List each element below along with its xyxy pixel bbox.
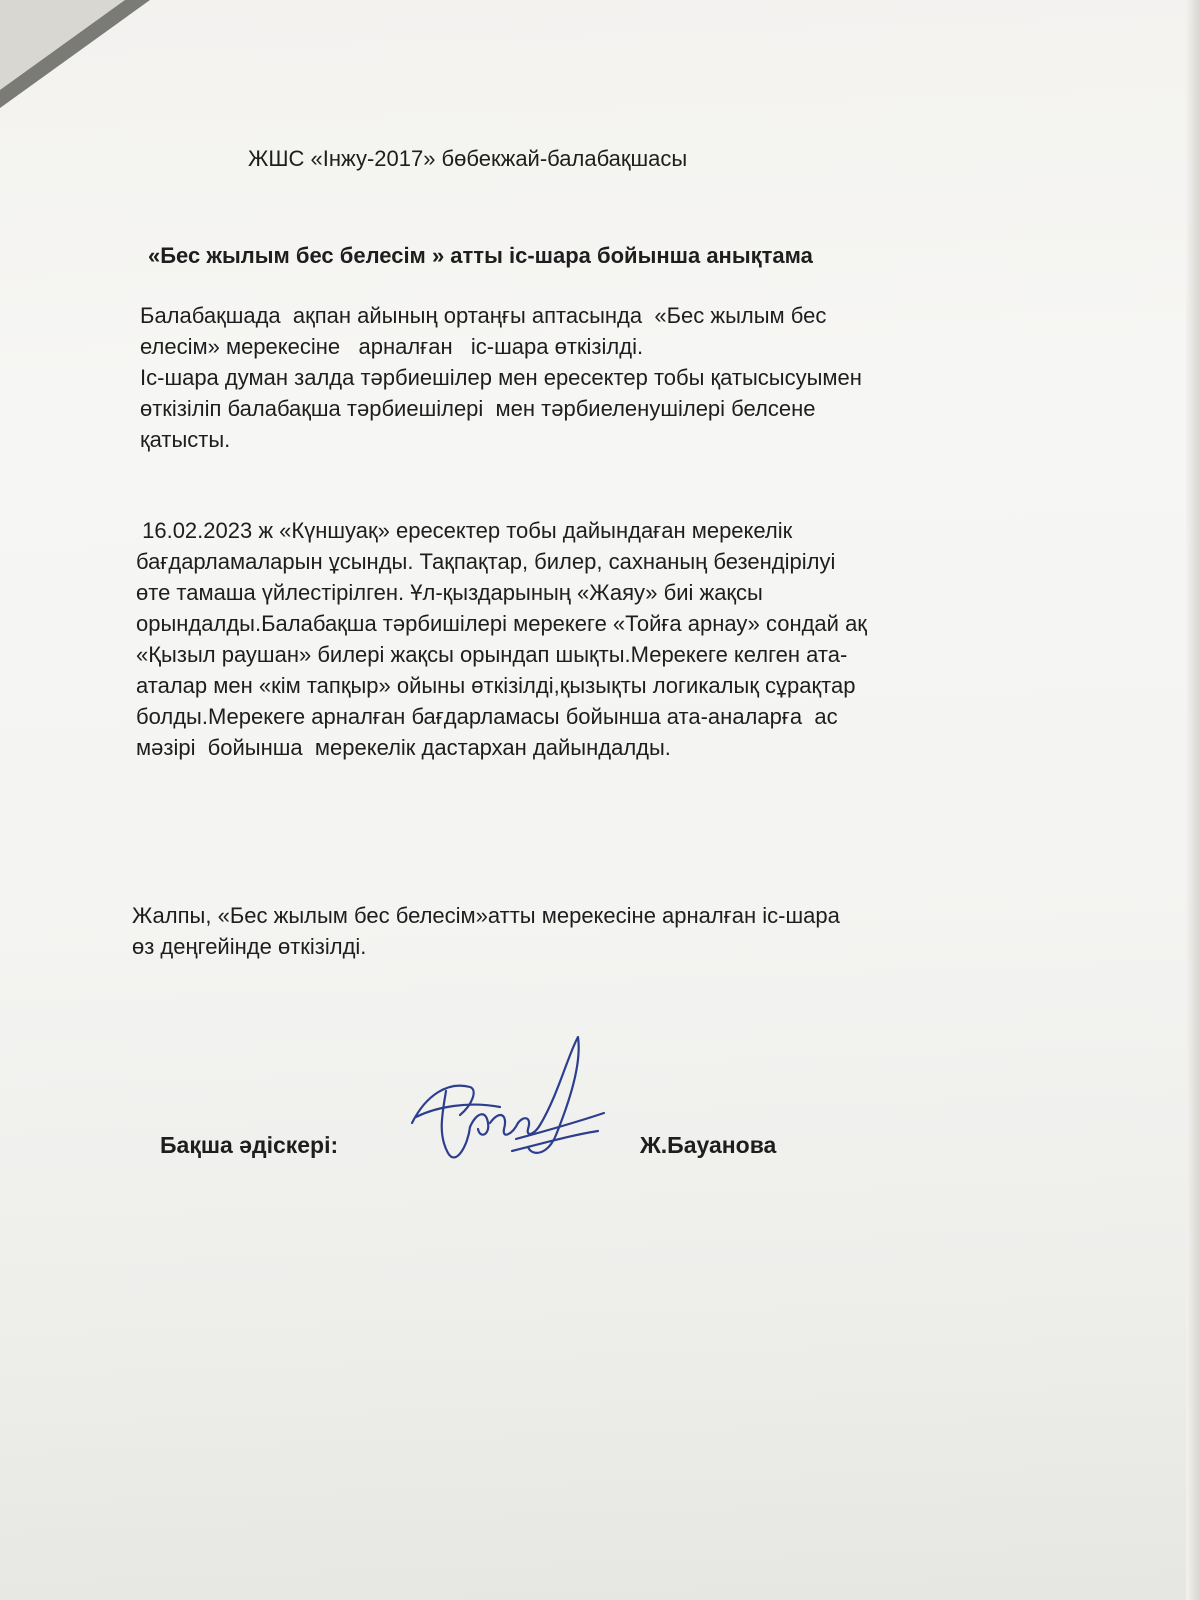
paragraph-conclusion (132, 900, 840, 962)
paragraph-line: өткізіліп балабақша тәрбиешілері мен тәрбиеленушілері белсене (140, 396, 816, 421)
paragraph-line: Балабақшада ақпан айының ортаңғы аптасында «Бес жылым бес (140, 303, 827, 328)
handwritten-signature (408, 1035, 618, 1185)
page-edge (1186, 0, 1200, 1600)
paragraph-intro (140, 300, 862, 455)
paragraph-line: өте тамаша үйлестірілген. Ұл-қыздарының «Жаяу» биі жақсы (136, 580, 763, 605)
signatory-name: Ж.Бауанова (640, 1132, 777, 1158)
paragraph-line: 16.02.2023 ж «Күншуақ» ересектер тобы дайындаған мерекелік (136, 518, 793, 543)
document-title: «Бес жылым бес белесім » атты іс-шара бойынша анықтама (148, 243, 813, 268)
paragraph-line: Жалпы, «Бес жылым бес белесім»атты мерекесіне арналған іс-шара (132, 903, 840, 928)
paragraph-line: өз деңгейінде өткізілді. (132, 934, 367, 959)
paragraph-line: аталар мен «кім тапқыр» ойыны өткізілді,қызықты логикалық сұрақтар (136, 673, 856, 698)
paragraph-line: Іс-шара думан залда тәрбиешілер мен ересектер тобы қатысысуымен (140, 365, 862, 390)
paragraph-line: «Қызыл раушан» билері жақсы орындап шықты.Мерекеге келген ата- (136, 642, 848, 667)
paragraph-line: болды.Мерекеге арналған бағдарламасы бойынша ата-аналарға ас (136, 704, 838, 729)
paragraph-line: орындалды.Балабақша тәрбишілері мерекеге «Тойға арнау» сондай ақ (136, 611, 867, 636)
organization-name: ЖШС «Інжу-2017» бөбекжай-балабақшасы (248, 146, 688, 171)
paragraph-line: қатысты. (140, 427, 231, 452)
paragraph-details (136, 515, 867, 763)
signature-label: Бақша әдіскері: (160, 1132, 339, 1158)
paragraph-line: мәзірі бойынша мерекелік дастархан дайындалды. (136, 735, 671, 760)
paragraph-line: елесім» мерекесіне арналған іс-шара өткізілді. (140, 334, 644, 359)
folded-corner (0, 0, 125, 90)
paragraph-line: бағдарламаларын ұсынды. Тақпақтар, билер, сахнаның безендірілуі (136, 549, 836, 574)
